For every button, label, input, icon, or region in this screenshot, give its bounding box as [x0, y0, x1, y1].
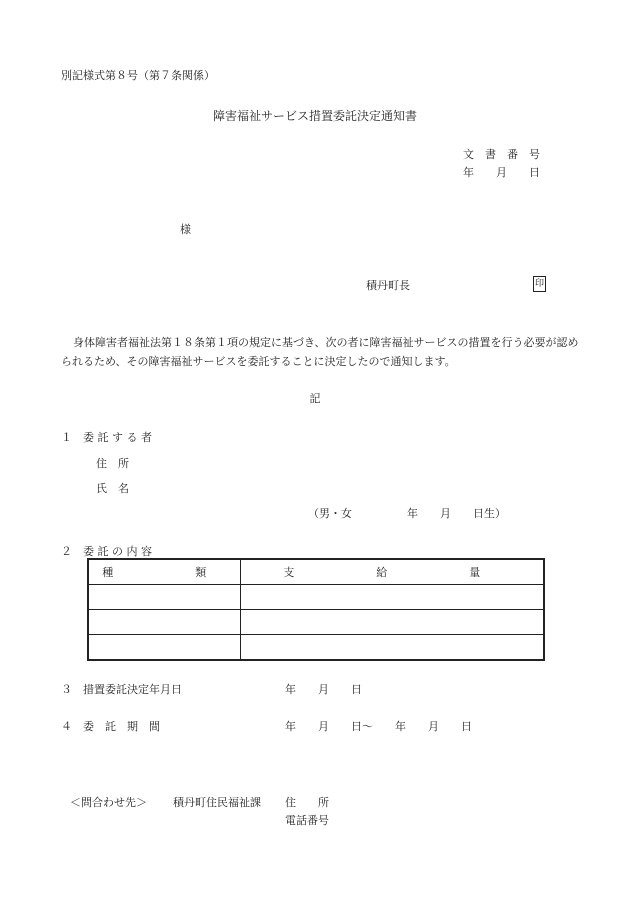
column-header-type: 種 類	[88, 559, 240, 585]
body-paragraph: 身体障害者福祉法第１８条第１項の規定に基づき、次の者に障害福祉サービスの措置を行う必要が認められるため、その障害福祉サービスを委託することに決定したので通知します。	[61, 336, 579, 368]
column-header-amount: 支 給 量	[240, 559, 544, 585]
contact-label: ＜問合わせ先＞	[70, 796, 147, 809]
table-cell	[88, 585, 240, 610]
table-cell	[88, 635, 240, 661]
table-row	[88, 635, 544, 661]
ki-heading: 記	[309, 392, 321, 405]
content-table	[87, 558, 545, 661]
form-number: 別記様式第８号（第７条関係）	[61, 69, 215, 82]
contact-phone-label: 電話番号	[285, 814, 329, 827]
section1-sex-birth: （男・女 年 月 日生）	[308, 507, 506, 520]
table-header-row	[88, 559, 544, 585]
table-cell	[240, 610, 544, 635]
section3-label: ３ 措置委託決定年月日	[61, 683, 182, 696]
section4-period: 年 月 日〜 年 月 日	[285, 720, 472, 733]
table-cell	[88, 610, 240, 635]
section1-heading: １ 委 託 す る 者	[61, 431, 152, 444]
section3-date: 年 月 日	[285, 683, 362, 696]
section2-heading: ２ 委 託 の 内 容	[61, 545, 152, 558]
seal-mark: 印	[533, 276, 546, 292]
table-cell	[240, 585, 544, 610]
section4-label: ４ 委 託 期 間	[61, 720, 160, 733]
issue-date-label: 年 月 日	[463, 166, 540, 179]
table-cell	[240, 635, 544, 661]
section1-name-label: 氏 名	[96, 482, 129, 495]
section1-address-label: 住 所	[96, 457, 129, 470]
document-title: 障害福祉サービス措置委託決定通知書	[212, 109, 417, 123]
contact-department: 積丹町住民福祉課	[173, 796, 261, 809]
contact-address-label: 住 所	[285, 796, 329, 809]
addressee-suffix: 様	[180, 223, 191, 236]
table-row	[88, 585, 544, 610]
table-row	[88, 610, 544, 635]
doc-number-label: 文 書 番 号	[463, 148, 540, 161]
issuer-name: 積丹町長	[366, 279, 410, 292]
